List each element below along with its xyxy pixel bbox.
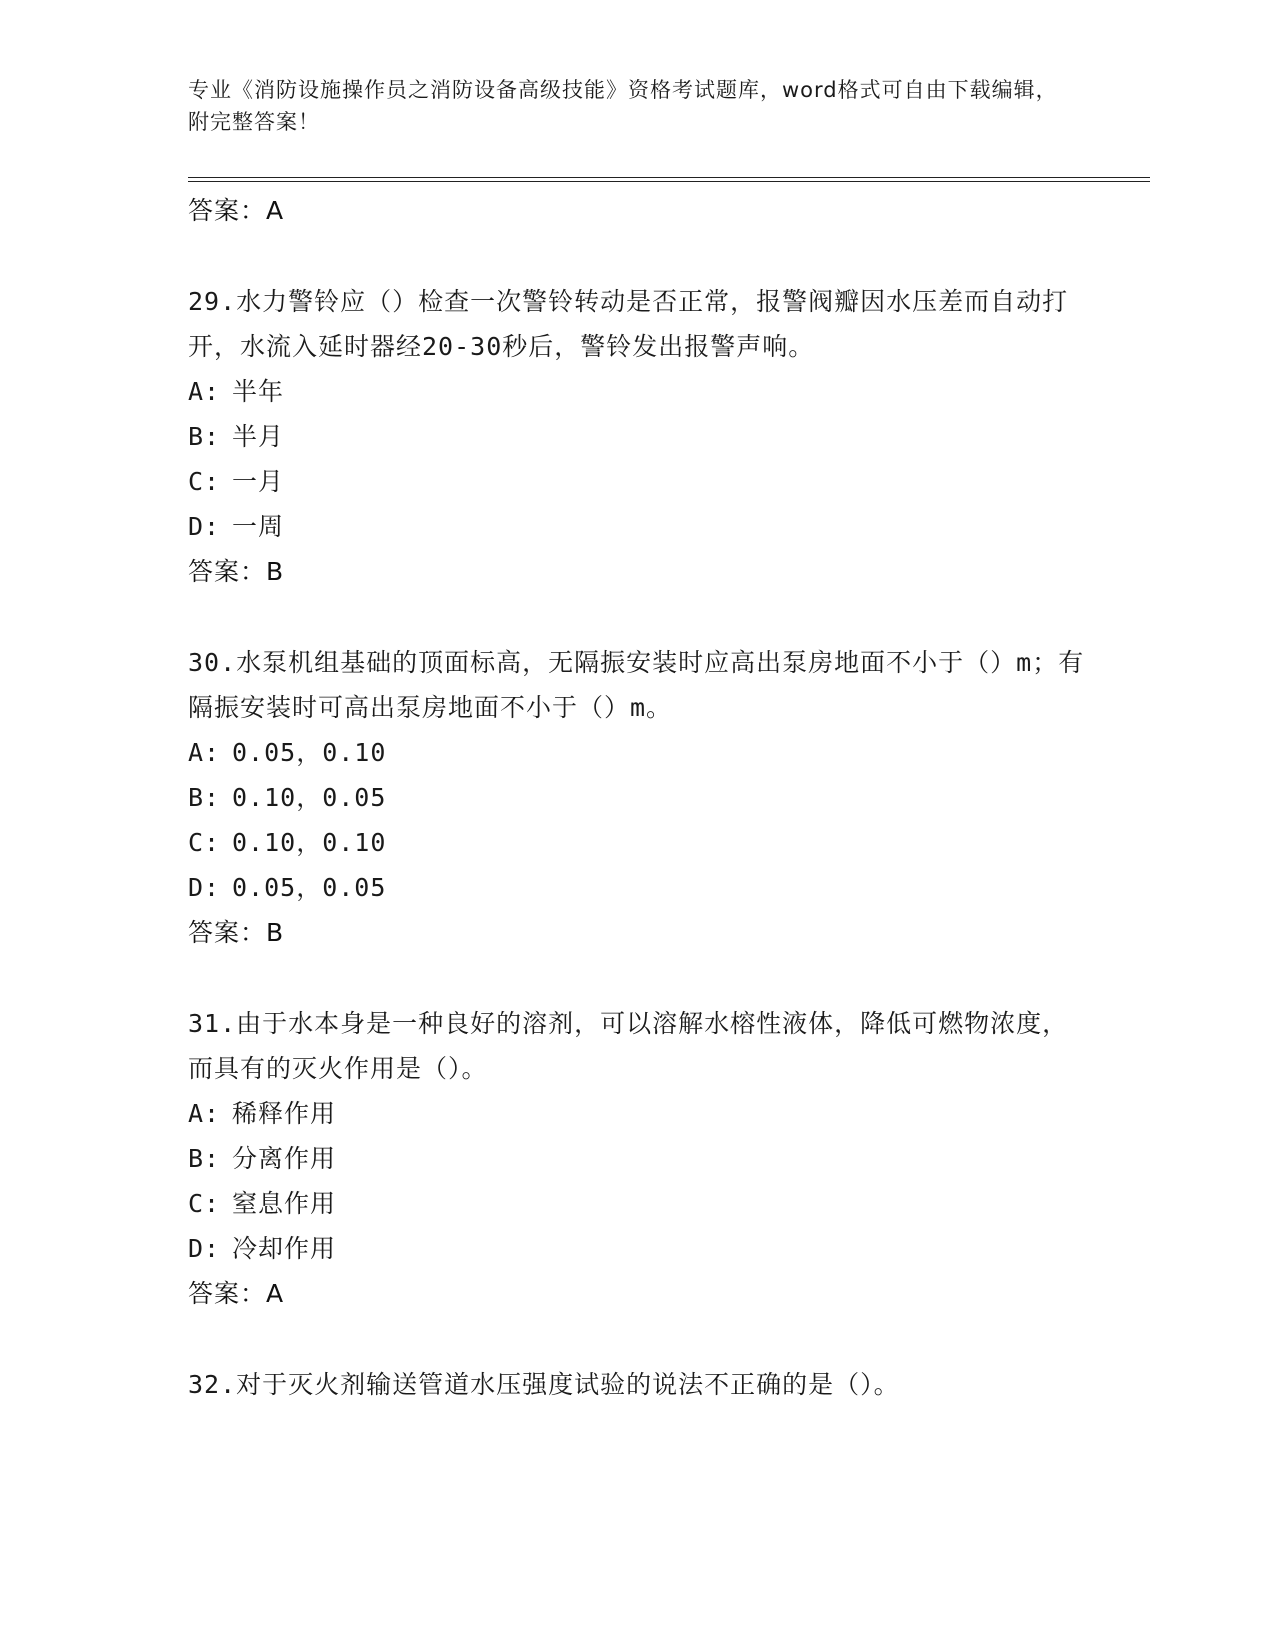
- option-letter: A:: [188, 1099, 221, 1128]
- answer-29: 答案：B: [188, 557, 285, 586]
- option-text: 0.10，0.05: [232, 783, 387, 812]
- question-31: [188, 1001, 1088, 1271]
- option-d: [188, 504, 1088, 549]
- option-a: [188, 369, 1088, 414]
- spacer: [188, 1317, 1088, 1362]
- question-stem: 29.水力警铃应（）检查一次警铃转动是否正常，报警阀瓣因水压差而自动打开，水流入延时器经20-30秒后，警铃发出报警声响。: [188, 287, 1069, 361]
- option-text: 冷却作用: [232, 1234, 337, 1263]
- answer-30: 答案：B: [188, 918, 285, 947]
- option-c: [188, 820, 1088, 865]
- option-c: [188, 459, 1088, 504]
- spacer: [188, 956, 1088, 1001]
- option-text: 0.05，0.05: [232, 873, 387, 902]
- previous-answer: 答案：A: [188, 196, 285, 225]
- spacer: [188, 234, 1088, 279]
- option-a: [188, 1091, 1088, 1136]
- answer-31: 答案：A: [188, 1279, 285, 1308]
- option-letter: C:: [188, 467, 221, 496]
- option-c: [188, 1181, 1088, 1226]
- option-letter: A:: [188, 377, 221, 406]
- option-d: [188, 1226, 1088, 1271]
- header-rule-top: [188, 177, 1150, 178]
- option-text: 0.10，0.10: [232, 828, 387, 857]
- option-text: 一周: [232, 512, 285, 541]
- question-29: [188, 279, 1088, 549]
- option-text: 半月: [232, 422, 285, 451]
- option-a: [188, 730, 1088, 775]
- document-header: 专业《消防设施操作员之消防设备高级技能》资格考试题库，word格式可自由下载编辑，附完整答案！: [188, 78, 1058, 134]
- option-letter: B:: [188, 783, 221, 812]
- option-b: [188, 775, 1088, 820]
- option-b: [188, 1136, 1088, 1181]
- option-letter: C:: [188, 828, 221, 857]
- option-letter: C:: [188, 1189, 221, 1218]
- option-letter: B:: [188, 1144, 221, 1173]
- option-text: 一月: [232, 467, 285, 496]
- option-letter: D:: [188, 1234, 221, 1263]
- option-letter: B:: [188, 422, 221, 451]
- header-rule-bottom: [188, 181, 1150, 182]
- question-stem: 32.对于灭火剂输送管道水压强度试验的说法不正确的是（）。: [188, 1370, 900, 1399]
- question-32: [188, 1362, 1088, 1407]
- spacer: [188, 595, 1088, 640]
- option-d: [188, 865, 1088, 910]
- option-b: [188, 414, 1088, 459]
- question-list: [188, 188, 1088, 1407]
- option-letter: D:: [188, 512, 221, 541]
- option-text: 窒息作用: [232, 1189, 337, 1218]
- question-stem: 30.水泵机组基础的顶面标高，无隔振安装时应高出泵房地面不小于（）m；有隔振安装时可高出泵房地面不小于（）m。: [188, 648, 1085, 722]
- option-text: 分离作用: [232, 1144, 337, 1173]
- question-30: [188, 640, 1088, 910]
- option-letter: D:: [188, 873, 221, 902]
- question-stem: 31.由于水本身是一种良好的溶剂，可以溶解水榕性液体，降低可燃物浓度，而具有的灭火作用是（）。: [188, 1009, 1069, 1083]
- option-text: 0.05，0.10: [232, 738, 387, 767]
- option-text: 稀释作用: [232, 1099, 337, 1128]
- option-text: 半年: [232, 377, 285, 406]
- option-letter: A:: [188, 738, 221, 767]
